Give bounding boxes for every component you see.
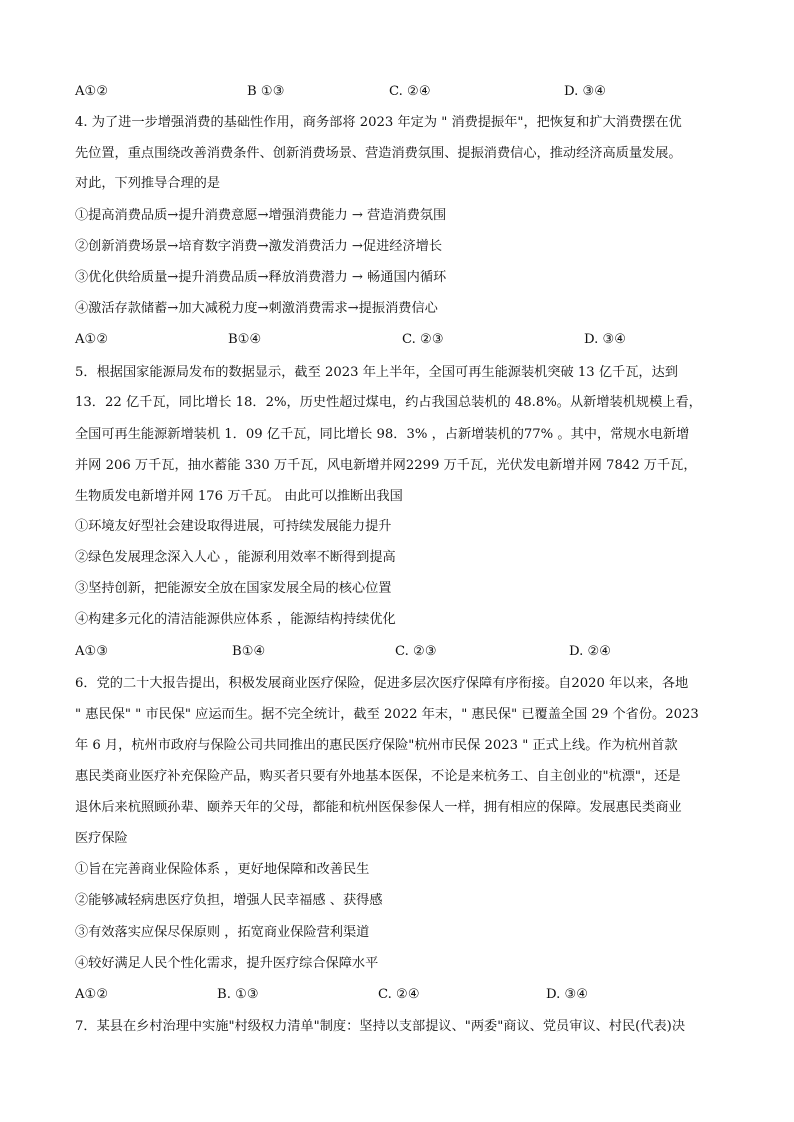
- q5-item: ④构建多元化的清洁能源供应体系 ，能源结构持续优化: [75, 612, 396, 627]
- q6-stem-line: 惠民类商业医疗补充保险产品，购买者只要有外地基本医保，不论是来杭务工、自主创业的"杭漂"，还是: [75, 769, 681, 784]
- q3-option-d: D. ③④: [564, 84, 607, 99]
- q6-item: ③有效落实应保尽保原则 ，拓宽商业保险营利渠道: [75, 925, 370, 940]
- q4-item: ①提高消费品质→提升消费意愿→增强消费能力 → 营造消费氛围: [75, 208, 447, 223]
- q4-item: ③优化供给质量→提升消费品质→释放消费潜力 → 畅通国内循环: [75, 270, 447, 285]
- q4-options: [75, 331, 725, 349]
- q6-item: ④较好满足人民个性化需求，提升医疗综合保障水平: [75, 956, 379, 971]
- q3-option-b: B ①③: [247, 84, 285, 99]
- q5-option-d: D. ②④: [569, 644, 612, 659]
- q3-option-c: C. ②④: [389, 84, 431, 99]
- q6-option-c: C. ②④: [378, 987, 420, 1002]
- q5-item: ①环境友好型社会建设取得进展，可持续发展能力提升: [75, 519, 392, 534]
- q6-option-a: A①②: [75, 987, 109, 1002]
- q5-option-a: A①③: [75, 644, 109, 659]
- q5-item: ②绿色发展理念深入人心 ，能源利用效率不断得到提高: [75, 550, 396, 565]
- q4-item: ②创新消费场景→培育数字消费→激发消费活力 →促进经济增长: [75, 239, 443, 254]
- q5-item: ③坚持创新，把能源安全放在国家发展全局的核心位置: [75, 581, 392, 596]
- q6-options: [75, 986, 725, 1004]
- q6-stem-line: 退休后来杭照顾孙辈、颐养天年的父母，都能和杭州医保参保人一样，拥有相应的保障。发展惠民类商业: [75, 800, 682, 815]
- q6-stem-line: 6．党的二十大报告提出，积极发展商业医疗保险，促进多层次医疗保障有序衔接。自2020 年以来，各地: [75, 676, 689, 691]
- q5-stem-line: 并网 206 万千瓦，抽水蓄能 330 万千瓦，风电新增并网2299 万千瓦，光伏发电新增并网 7842 万千瓦，: [75, 458, 697, 473]
- q5-options: [75, 643, 725, 661]
- q4-option-d: D. ③④: [584, 332, 627, 347]
- q3-option-a: A①②: [75, 84, 109, 99]
- q7-stem-line: 7．某县在乡村治理中实施"村级权力清单"制度：坚持以支部提议、"两委"商议、党员审议、村民(代表)决: [75, 1019, 686, 1034]
- q5-stem-line: 13．22 亿千瓦，同比增长 18．2%，历史性超过煤电，约占我国总装机的 48.8%。从新增装机规模上看，: [75, 395, 702, 410]
- q6-stem-line: 医疗保险: [75, 831, 128, 846]
- q6-option-b: B. ①③: [217, 987, 259, 1002]
- q5-stem-line: 5．根据国家能源局发布的数据显示，截至 2023 年上半年，全国可再生能源装机突破 13 亿千瓦，达到: [75, 365, 678, 380]
- q6-stem-line: " 惠民保" " 市民保" 应运而生。据不完全统计，截至 2022 年末，" 惠民保" 已覆盖全国 29 个省份。2023: [75, 707, 699, 722]
- q6-item: ①旨在完善商业保险体系 ，更好地保障和改善民生: [75, 862, 370, 877]
- q4-option-c: C. ②③: [402, 332, 444, 347]
- q4-stem-line: 先位置，重点围绕改善消费条件、创新消费场景、营造消费氛围、提振消费信心，推动经济高质量发展。: [75, 146, 682, 161]
- q4-option-a: A①②: [75, 332, 109, 347]
- q5-option-b: B①④: [232, 644, 266, 659]
- q4-stem-line: 4. 为了进一步增强消费的基础性作用，商务部将 2023 年定为 " 消费提振年"，把恢复和扩大消费摆在优: [75, 115, 682, 130]
- q4-item: ④激活存款储蓄→加大减税力度→刺激消费需求→提振消费信心: [75, 301, 438, 316]
- q4-option-b: B①④: [228, 332, 262, 347]
- q5-option-c: C. ②③: [395, 644, 437, 659]
- q5-stem-line: 生物质发电新增并网 176 万千瓦。 由此可以推断出我国: [75, 489, 403, 504]
- q6-option-d: D. ③④: [546, 987, 589, 1002]
- q3-options: [75, 83, 725, 101]
- q6-stem-line: 年 6 月，杭州市政府与保险公司共同推出的惠民医疗保险"杭州市民保 2023 " 正式上线。作为杭州首款: [75, 738, 678, 753]
- q5-stem-line: 全国可再生能源新增装机 1．09 亿千瓦，同比增长 98．3% ，占新增装机的77% 。其中，常规水电新增: [75, 427, 690, 442]
- q6-item: ②能够减轻病患医疗负担，增强人民幸福感 、获得感: [75, 893, 383, 908]
- q4-stem-line: 对此，下列推导合理的是: [75, 176, 221, 191]
